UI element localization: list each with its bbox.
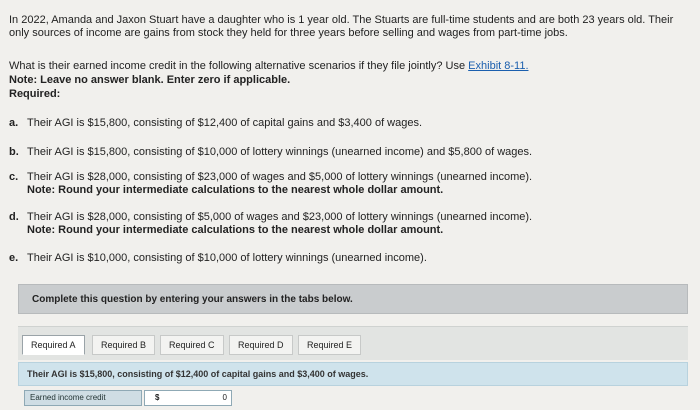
earned-income-credit-label: Earned income credit (24, 390, 142, 406)
tab-required-b[interactable]: Required B (92, 335, 155, 355)
note-text: Note: Leave no answer blank. Enter zero if applicable. (9, 74, 291, 86)
scenario-e (9, 252, 689, 265)
scenario-text: Their AGI is $28,000, consisting of $5,000 of wages and $23,000 of lottery winnings (unearned income). (27, 211, 533, 223)
scenario-text: Their AGI is $10,000, consisting of $10,000 of lottery winnings (unearned income). (27, 252, 427, 264)
required-heading: Required: (9, 88, 61, 100)
tab-required-e[interactable]: Required E (298, 335, 361, 355)
scenario-note: Note: Round your intermediate calculations to the nearest whole dollar amount. (27, 224, 444, 236)
earned-income-credit-input[interactable] (144, 390, 232, 406)
scenario-d (9, 211, 689, 237)
question-text (9, 60, 689, 73)
scenario-letter: b. (9, 146, 19, 158)
tab-required-a[interactable]: Required A (22, 335, 85, 355)
scenario-text: Their AGI is $15,800, consisting of $12,400 of capital gains and $3,400 of wages. (27, 117, 423, 129)
instructions-panel (18, 284, 688, 314)
scenario-letter: a. (9, 117, 19, 129)
exhibit-link[interactable]: Exhibit 8-11. (468, 60, 529, 72)
scenario-note: Note: Round your intermediate calculations to the nearest whole dollar amount. (27, 184, 444, 196)
scenario-text: Their AGI is $15,800, consisting of $10,000 of lottery winnings (unearned income) and $5,800 of wages. (27, 146, 533, 158)
question-prompt: What is their earned income credit in the following alternative scenarios if they file jointly? Use (9, 60, 469, 72)
instructions-text: Complete this question by entering your answers in the tabs below. (32, 294, 353, 305)
tab-bar (18, 326, 688, 360)
scenario-a (9, 117, 689, 130)
answer-row (24, 390, 234, 407)
scenario-letter: d. (9, 211, 19, 223)
scenario-letter: e. (9, 252, 19, 264)
scenario-c (9, 171, 689, 197)
tab-required-c[interactable]: Required C (160, 335, 224, 355)
scenario-b (9, 146, 689, 159)
scenario-letter: c. (9, 171, 19, 183)
answer-scenario-banner (18, 362, 688, 386)
input-value[interactable]: 0 (222, 393, 227, 402)
currency-symbol: $ (155, 393, 160, 402)
problem-intro: In 2022, Amanda and Jaxon Stuart have a daughter who is 1 year old. The Stuarts are full-time students and are both 23 years old. Their only sources of income are gains from stock they held for three years before selling and wages from part-time jobs. (9, 14, 674, 39)
tab-required-d[interactable]: Required D (229, 335, 293, 355)
answer-scenario-text: Their AGI is $15,800, consisting of $12,400 of capital gains and $3,400 of wages. (27, 369, 369, 379)
scenario-text: Their AGI is $28,000, consisting of $23,000 of wages and $5,000 of lottery winnings (unearned income). (27, 171, 533, 183)
